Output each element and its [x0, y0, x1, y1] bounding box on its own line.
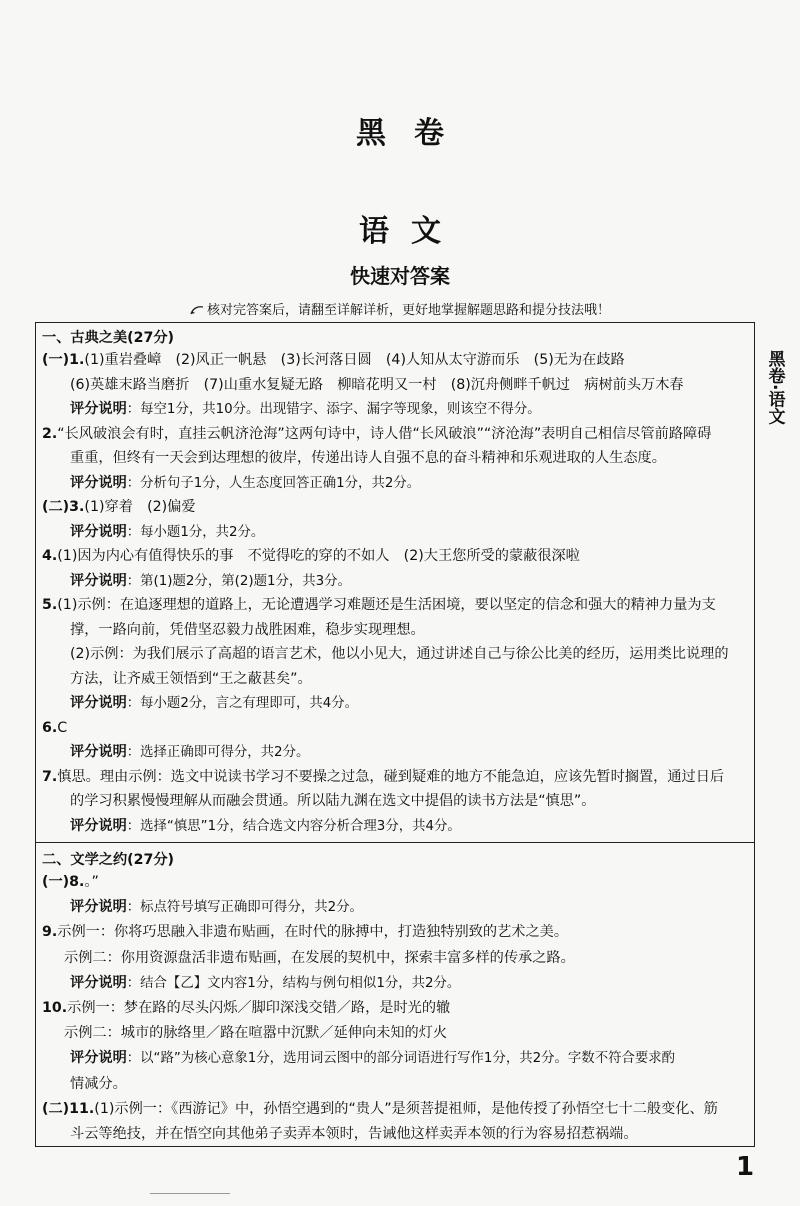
answer-line: [42, 350, 748, 370]
answer-text: 示例二：你用资源盘活非遗布贴画，在发展的契机中，探索丰富多样的传承之路。: [64, 949, 575, 966]
answer-line: [42, 767, 748, 787]
answer-line: [42, 546, 748, 566]
answer-line: [64, 948, 748, 968]
scoring-label: 评分说明: [70, 899, 127, 916]
scoring-label: 评分说明: [70, 401, 127, 417]
answer-line: [70, 375, 748, 395]
question-number: (一)1.: [42, 352, 85, 368]
tip-line: [0, 299, 800, 318]
answer-line: [70, 669, 748, 689]
tip-text: 核对完答案后，请翻至详解详析，更好地掌握解题思路和提分技法哦！: [206, 303, 610, 318]
answer-text: (1)示例：在追逐理想的道路上，无论遭遇学习难题还是生活困境，要以坚定的信念和强大的精神力量为支: [57, 597, 716, 613]
scoring-text: ：选择“慎思”1分，结合选文内容分析合理3分，共4分。: [126, 818, 461, 834]
question-number: 9.: [42, 924, 58, 941]
answer-text: (2)示例：为我们展示了高超的语言艺术，他以小见大，通过讲述自己与徐公比美的经历，运用类比说理的: [70, 646, 729, 662]
answer-line: [42, 922, 748, 942]
question-number: (二)3.: [42, 499, 85, 515]
page-number: 1: [736, 1152, 755, 1182]
answer-text: 示例一：你将巧思融入非遗布贴画，在时代的脉搏中，打造独特别致的艺术之美。: [57, 924, 569, 941]
answer-text: 示例二：城市的脉络里／路在喧嚣中沉默／延伸向未知的灯火: [64, 1025, 448, 1042]
section-divider: [36, 842, 754, 843]
answer-line: [70, 816, 748, 837]
scoring-text: ：结合【乙】文内容1分，结构与例句相似1分，共2分。: [126, 975, 461, 991]
answer-line: [70, 973, 748, 994]
scoring-text: ：第(1)题2分，第(2)题1分，共3分。: [126, 573, 351, 589]
question-number: 4.: [42, 548, 58, 564]
answer-line: [42, 497, 748, 517]
answer-line: [42, 595, 748, 615]
answer-line: [64, 1023, 748, 1043]
answer-text: 的学习积累慢慢理解从而融会贯通。所以陆九渊在选文中提倡的读书方法是“慎思”。: [70, 793, 596, 809]
pencil-icon: [190, 304, 204, 316]
answer-text: 斗云等绝技，并在悟空向其他弟子卖弄本领时，告诫他这样卖弄本领的行为容易招惹祸端。: [70, 1126, 638, 1142]
answer-line: [70, 571, 748, 592]
answer-line: [70, 1124, 748, 1144]
question-number: 6.: [42, 719, 58, 736]
answer-text: “长风破浪会有时，直挂云帆济沧海”这两句诗中，诗人借“长风破浪”“济沧海”表明自己相信尽管前路障碍: [57, 425, 712, 442]
scoring-text: ：以“路”为核心意象1分，选用词云图中的部分词语进行写作1分，共2分。字数不符合要求酌: [126, 1051, 676, 1067]
scoring-label: 评分说明: [70, 744, 127, 760]
scoring-label: 评分说明: [70, 974, 127, 991]
scoring-text: ：选择正确即可得分，共2分。: [126, 745, 310, 760]
answer-line: [70, 1074, 748, 1094]
answer-line: [70, 897, 748, 918]
scoring-label: 评分说明: [70, 474, 127, 491]
answer-text: 示例一：梦在路的尽头闪烁／脚印深浅交错／路，是时光的辙: [67, 1000, 451, 1016]
scoring-label: 评分说明: [70, 572, 127, 589]
answer-line: [70, 1048, 748, 1069]
scoring-text: ：每小题2分，言之有理即可，共4分。: [126, 696, 359, 711]
answer-line: [70, 742, 748, 763]
question-number: (二)11.: [42, 1100, 95, 1117]
question-number: 7.: [42, 768, 58, 785]
question-number: 10.: [42, 1000, 68, 1016]
answer-line: [70, 448, 748, 468]
scoring-text: ：标点符号填写正确即可得分，共2分。: [126, 900, 363, 916]
answer-text: 方法，让齐威王领悟到“王之蔽甚矣”。: [70, 670, 312, 687]
answer-text: 情减分。: [70, 1075, 127, 1092]
answer-line: [70, 791, 748, 811]
side-label-text: 黑卷·语文: [764, 350, 785, 425]
answer-line: [42, 998, 748, 1018]
answer-text: (1)重岩叠嶂 (2)风正一帆悬 (3)长河落日圆 (4)人知从太守游而乐 (5)无为在歧路: [84, 352, 625, 368]
answer-text: 重重，但终有一天会到达理想的彼岸，传递出诗人自强不息的奋斗精神和乐观进取的人生态度。: [70, 450, 666, 466]
question-number: 5.: [42, 597, 58, 613]
answer-text: (1)因为内心有值得快乐的事 不觉得吃的穿的不如人 (2)大王您所受的蒙蔽很深啦: [57, 548, 580, 564]
main-title: 黑卷: [356, 116, 472, 151]
question-number: 2.: [42, 425, 58, 442]
answer-line: [42, 872, 748, 892]
answer-text: 慎思。理由示例：选文中说读书学习不要操之过急，碰到疑难的地方不能急迫，应该先暂时搁置，通过日后: [57, 768, 725, 785]
answer-text: (6)英雄末路当磨折 (7)山重水复疑无路 柳暗花明又一村 (8)沉舟侧畔千帆过 病树前头万木春: [70, 376, 684, 393]
answer-line: [42, 424, 748, 444]
footer-rule: [150, 1193, 230, 1194]
answer-text: (1)穿着 (2)偏爱: [84, 499, 196, 515]
scoring-text: ：每小题1分，共2分。: [126, 524, 265, 540]
section-heading: 一、古典之美(27分): [42, 330, 175, 346]
answer-text: 撑，一路向前，凭借坚忍毅力战胜困难，稳步实现理想。: [70, 621, 425, 638]
answer-key-subtitle: 快速对答案: [350, 264, 450, 288]
answer-line: [70, 399, 748, 420]
scoring-label: 评分说明: [70, 817, 127, 834]
answer-text: C: [57, 719, 68, 736]
scoring-label: 评分说明: [70, 695, 127, 711]
answer-line: [70, 473, 748, 494]
answer-line: [70, 644, 748, 664]
answer-text: (1)示例一：《西游记》中，孙悟空遇到的“贵人”是须菩提祖师，是他传授了孙悟空七十二般变化、筋: [94, 1100, 718, 1117]
answer-line: [42, 1099, 748, 1119]
answer-box: [35, 322, 755, 1147]
scoring-label: 评分说明: [70, 1050, 127, 1067]
scoring-text: ：每空1分，共10分。出现错字、添字、漏字等现象，则该空不得分。: [126, 402, 541, 417]
subject-title: 语文: [359, 214, 463, 249]
question-number: (一)8.: [42, 874, 85, 890]
answer-line: [70, 522, 748, 543]
answer-line: [70, 693, 748, 714]
answer-line: [70, 620, 748, 640]
section-heading: 二、文学之约(27分): [42, 852, 175, 868]
scoring-label: 评分说明: [70, 523, 127, 540]
scoring-text: ：分析句子1分，人生态度回答正确1分，共2分。: [126, 475, 421, 491]
answer-text: 。”: [84, 874, 99, 890]
side-label: [763, 350, 785, 424]
answer-line: [42, 718, 748, 738]
